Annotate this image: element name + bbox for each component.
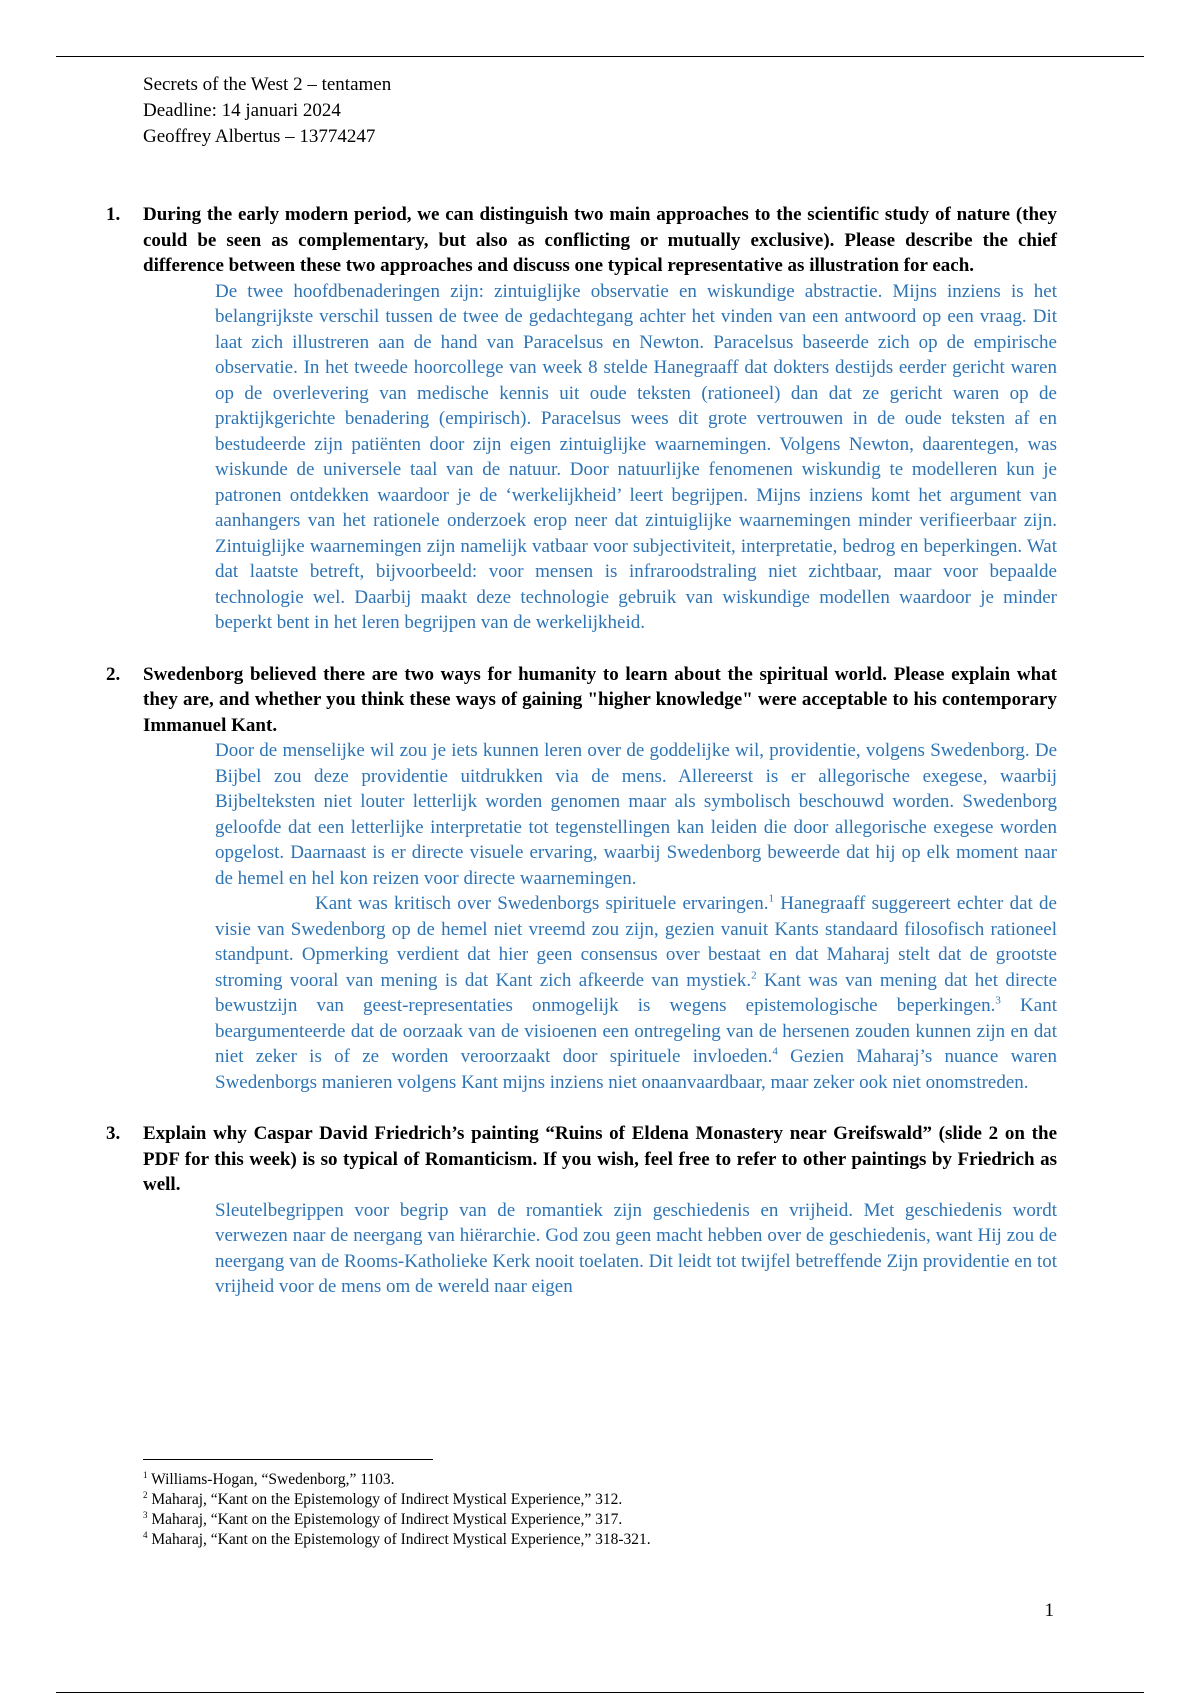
answer bbox=[215, 279, 1057, 636]
footnote-mark: 3 bbox=[143, 1509, 148, 1520]
answer-text: Kant beargumenteerde dat de oorzaak van de visioenen een ontregeling van de hersenen zouden kunnen zijn en dat niet zeker is of ze worden veroorzaakt door spirituele invloeden. bbox=[215, 995, 1057, 1067]
footnotes bbox=[143, 1470, 651, 1550]
top-rule bbox=[56, 56, 1144, 57]
footnote-mark: 4 bbox=[143, 1529, 148, 1540]
question-number: 2. bbox=[106, 663, 121, 685]
question-number: 3. bbox=[106, 1123, 121, 1144]
answer-paragraph: Sleutelbegrippen voor begrip van de romantiek zijn geschiedenis en vrijheid. Met geschiedenis wordt verwezen naar de neergang van hiërarchie. God zou geen macht hebben over de geschiedenis, want Hij zou de neergang van de Rooms-Katholieke Kerk nooit toelaten. Dit leidt tot twijfel betreffende Zijn providentie en tot vrijheid voor de mens om de wereld naar eigen bbox=[215, 1199, 1057, 1297]
answer-paragraph: Door de menselijke wil zou je iets kunnen leren over de goddelijke wil, providentie, volgens Swedenborg. De Bijbel zou deze providentie uitdrukken via de mens. Allereerst is er allegorische exegese, waarbij Bijbelteksten niet louter letterlijk worden genomen maar als symbolisch beschouwd worden. Swedenborg geloofde dat een letterlijke interpretatie tot tegenstellingen kan leiden die door allegorische exegese worden opgelost. Daarnaast is er directe visuele ervaring, waarbij Swedenborg beweerde dat hij op elk moment naar de hemel en hel kon reizen voor directe waarnemingen. bbox=[215, 740, 1057, 889]
footnote-separator bbox=[143, 1459, 433, 1460]
question-text: Explain why Caspar David Friedrich’s painting “Ruins of Eldena Monastery near Greifswald” (slide 2 on the PDF for this week) is so typical of Romanticism. If you wish, feel free to refer to other paintings by Friedrich as well. bbox=[143, 1123, 1057, 1195]
footnote-text: Maharaj, “Kant on the Epistemology of Indirect Mystical Experience,” 317. bbox=[151, 1511, 623, 1528]
footnote-mark: 1 bbox=[143, 1469, 148, 1480]
answer-text: Kant was kritisch over Swedenborgs spirituele ervaringen. bbox=[315, 893, 769, 914]
footnote-text: Williams-Hogan, “Swedenborg,” 1103. bbox=[151, 1471, 395, 1488]
question-2 bbox=[0, 662, 1200, 1096]
course-title: Secrets of the West 2 – tentamen bbox=[143, 74, 392, 95]
footnote-ref[interactable]: 2 bbox=[751, 969, 757, 982]
footnote-text: Maharaj, “Kant on the Epistemology of Indirect Mystical Experience,” 312. bbox=[151, 1491, 623, 1508]
footnote bbox=[143, 1490, 651, 1510]
footnote bbox=[143, 1510, 651, 1530]
student-name: Geoffrey Albertus – 13774247 bbox=[143, 126, 376, 147]
bottom-rule bbox=[56, 1692, 1144, 1693]
page-number: 1 bbox=[1044, 1600, 1054, 1621]
answer-paragraph: De twee hoofdbenaderingen zijn: zintuiglijke observatie en wiskundige abstractie. Mijns inziens is het belangrijkste verschil tussen de twee de gedachtegang achter het vinden van een antwoord op een vraag. Dit laat zich illustreren aan de hand van Paracelsus en Newton. Paracelsus baseerde zich op de empirische observatie. In het tweede hoorcollege van week 8 stelde Hanegraaff dat dokters destijds eerder gericht waren op de overlevering van medische kennis uit oude teksten (rationeel) dan dat ze gericht waren op de praktijkgerichte benadering (empirisch). Paracelsus wees dit grote vertrouwen in de oude teksten af en bestudeerde zijn patiënten door zijn eigen zintuiglijke waarnemingen. Volgens Newton, daarentegen, was wiskunde de universele taal van de natuur. Door natuurlijke fenomenen wiskundig te modelleren kun je patronen ontdekken waardoor je de ‘werkelijkheid’ leert begrijpen. Mijns inziens komt het argument van aanhangers van het rationele onderzoek erop neer dat zintuiglijke waarnemingen minder verifieerbaar zijn. Zintuiglijke waarnemingen zijn namelijk vatbaar voor subjectiviteit, interpretatie, bedrog en beperkingen. Wat dat laatste betreft, bijvoorbeeld: voor mensen is infraroodstraling niet zichtbaar, maar voor bepaalde technologie wel. Daarbij maakt deze technologie gebruik van wiskundige modellen waardoor je minder beperkt bent in het leren begrijpen van de werkelijkheid. bbox=[215, 280, 1057, 633]
question-1 bbox=[0, 202, 1200, 636]
footnote-ref[interactable]: 3 bbox=[995, 994, 1001, 1007]
question-text: During the early modern period, we can distinguish two main approaches to the scientific study of nature (they could be seen as complementary, but also as conflicting or mutually exclusive). Please describe the chief difference between these two approaches and discuss one typical representative as illustration for each. bbox=[143, 204, 1057, 276]
answer-paragraph bbox=[215, 891, 1057, 1095]
question-number: 1. bbox=[106, 204, 121, 225]
answer-text: Gezien Maharaj’s nuance waren Swedenborgs manieren volgens Kant mijns inziens niet onaanvaardbaar, maar zeker ook niet onomstreden. bbox=[215, 1046, 1057, 1093]
deadline: Deadline: 14 januari 2024 bbox=[143, 100, 341, 121]
footnote-ref[interactable]: 1 bbox=[768, 892, 774, 905]
answer bbox=[215, 738, 1057, 1095]
questions-list bbox=[0, 202, 1200, 1326]
footnote bbox=[143, 1530, 651, 1550]
footnote bbox=[143, 1470, 651, 1490]
footnote-mark: 2 bbox=[143, 1489, 148, 1500]
answer-text: Hanegraaff suggereert echter dat de visie van Swedenborg op de hemel niet vreemd zou zijn, gezien vanuit Kants standaard filosofisch rationeel standpunt. Opmerking verdient dat hier geen consensus over bestaat en dat Maharaj stelt dat de grootste stroming vooral van mening is dat Kant zich afkeerde van mystiek. bbox=[215, 893, 1057, 991]
answer bbox=[215, 1198, 1057, 1300]
document-header bbox=[143, 72, 391, 150]
footnote-ref[interactable]: 4 bbox=[772, 1045, 778, 1058]
question-text: Swedenborg believed there are two ways for humanity to learn about the spiritual world. Please explain what they are, and whether you think these ways of gaining "higher knowledge" were acceptable to his contemporary Immanuel Kant. bbox=[143, 663, 1057, 736]
question-3 bbox=[0, 1121, 1200, 1300]
footnote-text: Maharaj, “Kant on the Epistemology of Indirect Mystical Experience,” 318-321. bbox=[151, 1531, 651, 1548]
answer-text: Kant was van mening dat het directe bewustzijn van geest-representaties onmogelijk is wegens epistemologische beperkingen. bbox=[215, 969, 1057, 1016]
